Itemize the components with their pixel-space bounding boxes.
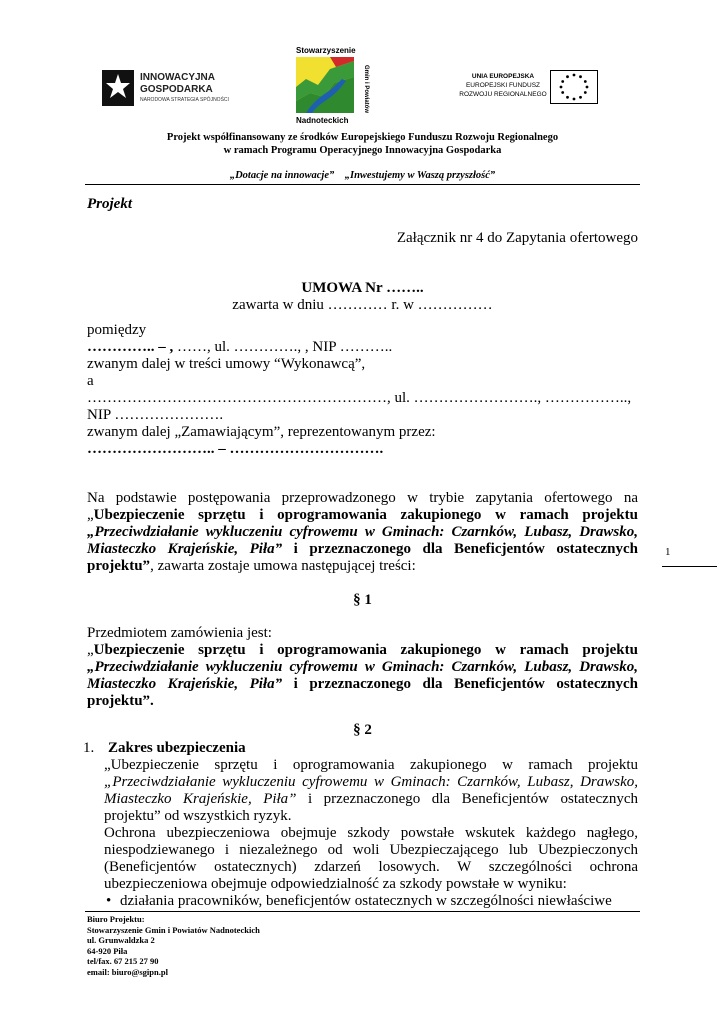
logo-center-side: Gmin i Powiatów [363, 64, 370, 114]
page-number-rule [662, 566, 717, 567]
party1-line [87, 339, 638, 356]
intro-project-title: „Przeciwdziałanie wykluczeniu cyfrowemu w Gminach: Czarnków, Lubasz, Drawsko, Miasteczko Krajeńskie, Piła” [87, 524, 638, 557]
cofinance-line1: Projekt współfinansowany ze środków Europejskiego Funduszu Rozwoju Regionalnego [166, 132, 559, 143]
wykonawca-line: zwanym dalej w treści umowy “Wykonawcą”, [87, 356, 366, 372]
intro-t1: Na podstawie postępowania przeprowadzonego w trybie zapytania ofertowego na „ [87, 490, 638, 523]
logo-right-line1: UNIA EUROPEJSKA [471, 73, 535, 80]
s2-paragraph1 [104, 757, 638, 825]
star-logo-icon [102, 70, 134, 106]
footer-line3: ul. Grunwaldzka 2 [87, 935, 155, 945]
footer-divider [85, 911, 640, 912]
logo-center-bottom: Nadnoteckich [296, 116, 349, 125]
logo-center-top: Stowarzyszenie [296, 46, 356, 55]
footer-line5: tel/fax. 67 215 27 90 [87, 956, 159, 966]
s2-bullet-text: działania pracowników, beneficjentów ostatecznych w szczególności niewłaściwe [120, 893, 612, 909]
logo-right-line2: EUROPEJSKI FUNDUSZ [465, 82, 541, 89]
cofinance-line2: w ramach Programu Operacyjnego Innowacyjna Gospodarka [223, 145, 502, 156]
s1-project-title: „Przeciwdziałanie wykluczeniu cyfrowemu w Gminach: Czarnków, Lubasz, Drawsko, Miasteczko Krajeńskie, Piła” [87, 659, 638, 692]
footer-line1: Biuro Projektu: [87, 914, 145, 924]
s1-b2: i przeznaczonego dla Beneficjentów ostatecznych projektu”. [87, 676, 638, 709]
logo-left-line2: GOSPODARKA [140, 84, 213, 95]
and-line: a [87, 373, 94, 389]
s1-paragraph [87, 642, 638, 710]
intro-b1: Ubezpieczenie sprzętu i oprogramowania zakupionego w ramach projektu [93, 507, 638, 523]
s1-intro: Przedmiotem zamówienia jest: [87, 625, 272, 641]
party1-details: ……, ul. …………., , NIP ……….. [173, 339, 393, 355]
s2-item-number: 1. [83, 740, 95, 756]
s2-paragraph2: Ochrona ubezpieczeniowa obejmuje szkody powstałe wskutek każdego nagłego, niespodziewanego i niezależnego od woli Ubezpieczającego lub Ubezpieczonych (Beneficjentów ostatecznych) zdarzeń losowych. W szczególności ochrona ubezpieczeniowa obejmuje odpowiedzialność za szkody powstałe w wyniku: [104, 825, 638, 892]
intro-t2: , zawarta zostaje umowa następującej treści: [150, 558, 416, 574]
s2-item-title: Zakres ubezpieczenia [108, 740, 246, 756]
slogans: „Dotacje na innowacje” „Inwestujemy w Waszą przyszłość” [229, 170, 496, 181]
eu-logo [458, 70, 598, 106]
innowacyjna-gospodarka-logo [102, 70, 242, 110]
eu-flag-icon [550, 70, 598, 104]
header-divider [85, 184, 640, 185]
page-number: 1 [665, 546, 671, 558]
s2-p1-project-title: „Przeciwdziałanie wykluczeniu cyfrowemu w Gminach: Czarnków, Lubasz, Drawsko, Miasteczko Krajeńskie, Piła” [104, 774, 638, 807]
zalacznik-label: Załącznik nr 4 do Zapytania ofertowego [396, 230, 638, 246]
s2-p1-t2: i przeznaczonego dla Beneficjentów ostatecznych projektu” od wszystkich ryzyk. [104, 791, 638, 824]
intro-paragraph [87, 490, 638, 575]
footer-line4: 64-920 Piła [87, 945, 128, 956]
representative-line: …………………….. – …………………………. [87, 441, 384, 457]
intro-b2: i przeznaczonego dla Beneficjentów ostatecznych projektu” [87, 541, 638, 574]
party1-name: ………….. – , [87, 339, 174, 355]
logo-left-line3: NARODOWA STRATEGIA SPÓJNOŚCI [140, 97, 229, 103]
projekt-label: Projekt [87, 196, 132, 212]
s1-b1: Ubezpieczenie sprzętu i oprogramowania zakupionego w ramach projektu [93, 642, 638, 658]
s2-p1-t1: „Ubezpieczenie sprzętu i oprogramowania zakupionego w ramach projektu [104, 757, 638, 773]
section2-heading: § 2 [353, 722, 372, 738]
s2-bullet-marker: • [106, 893, 112, 909]
logo-right-line3: ROZWOJU REGIONALNEGO [459, 91, 547, 98]
footer-block [87, 914, 260, 977]
zawarta-line: zawarta w dniu ………… r. w …………… [232, 297, 493, 313]
footer-line6: email: biuro@sgipn.pl [87, 966, 168, 977]
party2-line: ……………………………………………………, ul. ……………………., …………….., [87, 390, 632, 406]
umowa-title: UMOWA Nr …….. [301, 280, 424, 296]
pomiedzy: pomiędzy [87, 322, 147, 338]
section1-heading: § 1 [353, 592, 372, 608]
footer-line2: Stowarzyszenie Gmin i Powiatów Nadnoteckich [87, 924, 260, 935]
nip-line: NIP …………………. [87, 407, 224, 423]
stowarzyszenie-logo [292, 46, 372, 126]
zamawiajacy-line: zwanym dalej „Zamawiającym”, reprezentowanym przez: [87, 424, 436, 440]
landscape-logo-icon [296, 57, 354, 113]
s1-quote: „ [87, 642, 94, 658]
logo-left-line1: INNOWACYJNA [140, 72, 216, 83]
